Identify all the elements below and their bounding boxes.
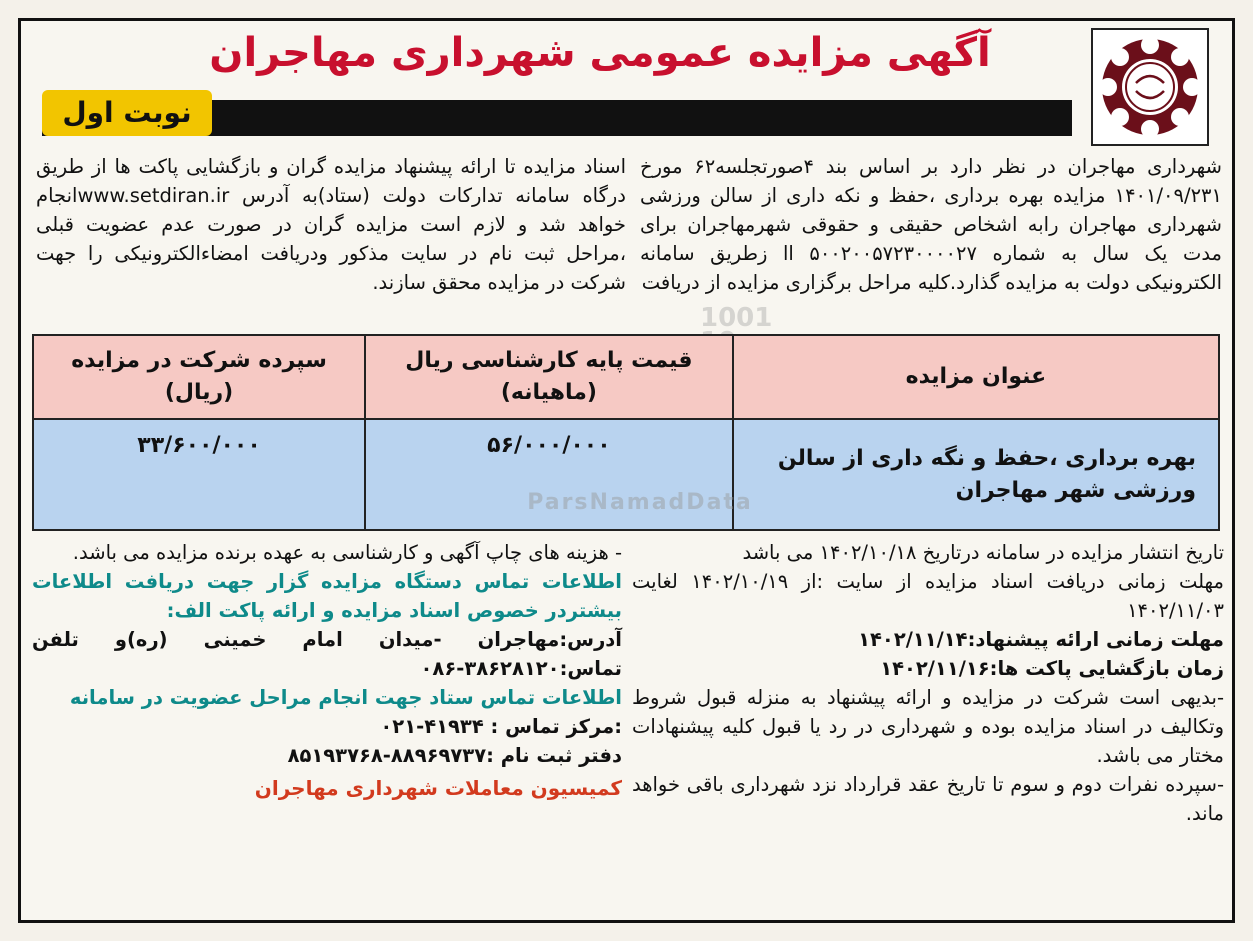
call-center: :مرکز تماس : ۴۱۹۳۴-۰۲۱ [380,715,622,738]
intro-paragraph-left: اسناد مزایده تا ارائه پیشنهاد مزایده گران و بازگشایی پاکت ها از طریق درگاه سامانه تدارکات دولت (ستاد)به آدرس www.setdiran.irانجام خواهد شد و لازم است مزایده گران در صورت عدم عضویت قبلی ،مراحل ثبت نام در سایت مذکور ودریافت امضاءالکترونیکی را جهت شرکت در مزایده محقق سازند. [36,155,626,294]
note-acceptance: -بدیهی است شرکت در مزایده و ارائه پیشنهاد به منزله قبول شروط وتکالیف در اسناد مزایده بوده و شهرداری در رد یا قبول کلیه پیشنهادات مختار می باشد. [632,686,1224,767]
round-badge: نوبت اول [42,90,212,136]
signature-line: کمیسیون معاملات شهرداری مهاجران [254,776,622,800]
intro-paragraph-right: شهرداری مهاجران در نظر دارد بر اساس بند ۴صورتجلسه۶۲ مورخ ۱۴۰۱/۰۹/۲۳۱ مزایده بهره برداری ،حفظ و نکه داری از سالن ورزشی شهرداری مهاجران رابه اشخاص حقیقی و حقوقی شهرمهاجران برای مدت یک سال به شماره ۵۰۰۲۰۰۵۷۲۳۰۰۰۰۲۷ اا زطریق سامانه الکترونیکی دولت به مزایده گذارد.کلیه مراحل برگزاری مزایده از دریافت [640,155,1222,294]
details-column [632,538,1224,828]
costs-note: - هزینه های چاپ آگهی و کارشناسی به عهده برنده مزایده می باشد. [72,541,622,564]
header-auction-title: عنوان مزایده [733,335,1219,419]
table-header-row [33,335,1219,419]
notice-title: آگهی مزایده عمومی شهرداری مهاجران [209,30,991,76]
watermark-text: ParsNamadData [527,490,753,515]
note-deposit: -سپرده نفرات دوم و سوم تا تاریخ عقد قرارداد نزد شهرداری باقی خواهد ماند. [632,773,1224,825]
registry-office: دفتر ثبت نام :۸۸۹۶۹۷۳۷-۸۵۱۹۳۷۶۸ [287,744,622,767]
document-window: مهلت زمانی دریافت اسناد مزایده از سایت :از ۱۴۰۲/۱۰/۱۹ لغایت ۱۴۰۲/۱۱/۰۳ [632,570,1224,622]
opening-time: زمان بازگشایی پاکت ها:۱۴۰۲/۱۱/۱۶ [880,657,1224,680]
cell-base-price: ۵۶/۰۰۰/۰۰۰ [365,419,733,530]
contact-address: آدرس:مهاجران -میدان امام خمینی (ره)و تلفن تماس:۳۸۶۲۸۱۲۰-۰۸۶ [32,628,622,680]
offer-deadline: مهلت زمانی ارائه پیشنهاد:۱۴۰۲/۱۱/۱۴ [858,628,1224,651]
contact-heading: اطلاعات تماس دستگاه مزایده گزار جهت دریافت اطلاعات بیشتردر خصوص اسناد مزایده و ارائه پاکت الف: [32,570,622,622]
header-deposit: سپرده شرکت در مزایده (ریال) [33,335,365,419]
contact-column [32,538,622,803]
header-base-price: قیمت پایه کارشناسی ریال (ماهیانه) [365,335,733,419]
watermark-digits: 1001 [700,303,773,333]
setad-contact-heading: اطلاعات تماس ستاد جهت انجام مراحل عضویت در سامانه [69,686,622,709]
municipality-logo-icon [1090,27,1210,147]
cell-deposit: ۳۳/۶۰۰/۰۰۰ [33,419,365,530]
publish-date: تاریخ انتشار مزایده در سامانه درتاریخ ۱۴۰۲/۱۰/۱۸ می باشد [742,541,1224,564]
cell-auction-title: بهره برداری ،حفظ و نگه داری از سالن ورزشی شهر مهاجران [733,419,1219,530]
